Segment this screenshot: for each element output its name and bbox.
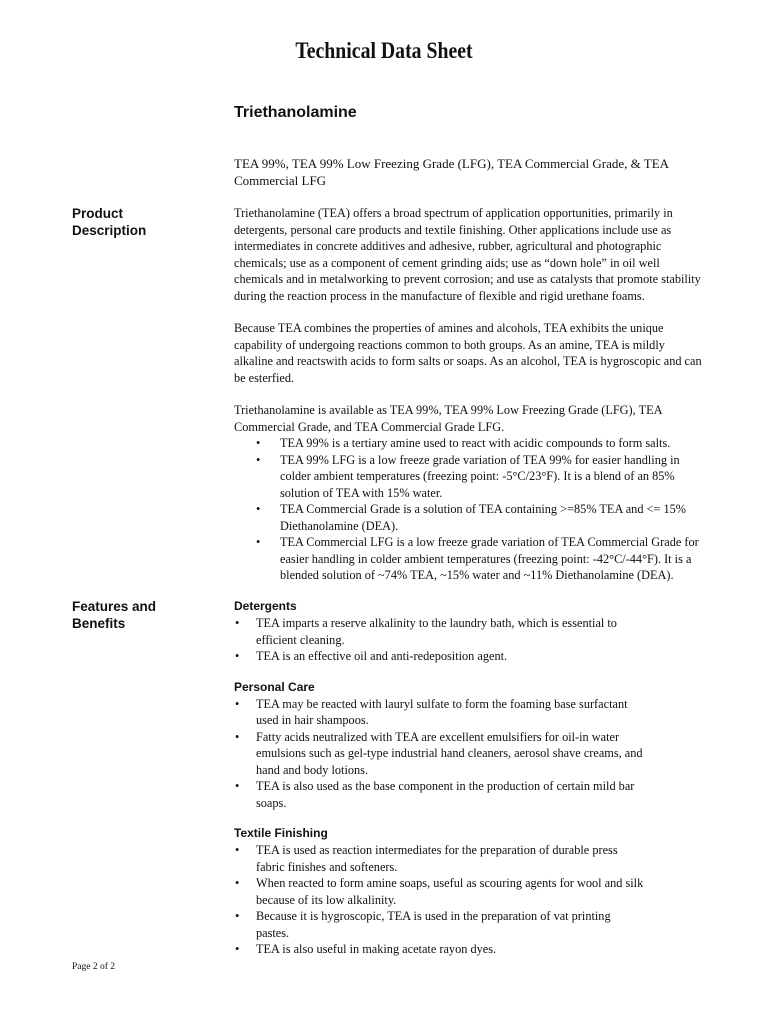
list-item: • Fatty acids neutralized with TEA are excellent emulsifiers for oil-in water emulsions such as gel-type industrial hand cleaners, aerosol shave creams, and hand and body lotions.: [234, 729, 644, 779]
list-item: • TEA is used as reaction intermediates for the preparation of durable press fabric finishes and softeners.: [234, 842, 644, 875]
list-item: • TEA 99% is a tertiary amine used to react with acidic compounds to form salts.: [234, 435, 704, 452]
description-paragraph: Triethanolamine is available as TEA 99%, TEA 99% Low Freezing Grade (LFG), TEA Commercial Grade, and TEA Commercial Grade LFG.: [234, 403, 662, 434]
bullet-list: [234, 696, 644, 812]
description-paragraph: Triethanolamine (TEA) offers a broad spectrum of application opportunities, primarily in detergents, personal care products and textile finishing. Other applications include use as intermediates in concrete additives and adhesive, rubber, agricultural and photographic chemicals; use as a component of cement grinding aids; use as “down hole” in oil well chemicals and in metalworking to prevent corrosion; and use as catalysts that promote stability during the reaction process in the manufacture of flexible and rigid urethane foams.: [234, 206, 701, 303]
section-heading: Detergents: [234, 599, 297, 613]
label-line: Product: [72, 206, 124, 221]
list-item: • TEA is an effective oil and anti-redeposition agent.: [234, 648, 644, 665]
features-body: [234, 598, 704, 972]
label-line: Description: [72, 223, 147, 238]
label-line: Features and: [72, 599, 157, 614]
product-description-label: [72, 205, 182, 239]
features-section-personal-care: [234, 679, 704, 812]
list-item: • TEA 99% LFG is a low freeze grade variation of TEA 99% for easier handling in colder ambient temperatures (freezing point: -5°C/23°F). It is a blend of an 85% solution of TEA with 15% water.: [234, 452, 704, 502]
list-item: • TEA may be reacted with lauryl sulfate to form the foaming base surfactant used in hair shampoos.: [234, 696, 644, 729]
list-item: • Because it is hygroscopic, TEA is used in the preparation of vat printing pastes.: [234, 908, 644, 941]
grades-line: TEA 99%, TEA 99% Low Freezing Grade (LFG), TEA Commercial Grade, & TEA Commercial LFG: [234, 156, 669, 188]
bullet-list: [234, 842, 644, 958]
section-heading: Personal Care: [234, 679, 315, 694]
list-item: • TEA Commercial LFG is a low freeze grade variation of TEA Commercial Grade for easier handling in colder ambient temperatures (freezing point: -42°C/-44°F). It is a blended solution of ~74% TEA, ~15% water and ~11% Diethanolamine (DEA).: [234, 534, 704, 584]
list-item: • TEA is also used as the base component in the production of certain mild bar soaps.: [234, 778, 644, 811]
page-title: Technical Data Sheet: [295, 38, 473, 63]
product-name: Triethanolamine: [234, 104, 357, 121]
description-paragraph: Because TEA combines the properties of amines and alcohols, TEA exhibits the unique capability of undergoing reactions common to both groups. As an amine, TEA is mildly alkaline and reactswith acids to form salts or soaps. As an alcohol, TEA is hygroscopic and can be esterfied.: [234, 321, 702, 385]
grade-list: [234, 435, 704, 584]
features-section-detergents: [234, 598, 704, 665]
list-item: • TEA imparts a reserve alkalinity to the laundry bath, which is essential to efficient cleaning.: [234, 615, 644, 648]
page-number: Page 2 of 2: [72, 962, 116, 972]
list-item: • When reacted to form amine soaps, useful as scouring agents for wool and silk because of its low alkalinity.: [234, 875, 644, 908]
section-heading: Textile Finishing: [234, 826, 328, 840]
product-description-body: [234, 205, 704, 584]
label-line: Benefits: [72, 616, 126, 631]
bullet-list: [234, 615, 644, 665]
features-label: [72, 598, 182, 632]
list-item: • TEA is also useful in making acetate rayon dyes.: [234, 941, 644, 958]
features-section-textile-finishing: [234, 825, 704, 958]
list-item: • TEA Commercial Grade is a solution of TEA containing >=85% TEA and <= 15% Diethanolamine (DEA).: [234, 501, 704, 534]
